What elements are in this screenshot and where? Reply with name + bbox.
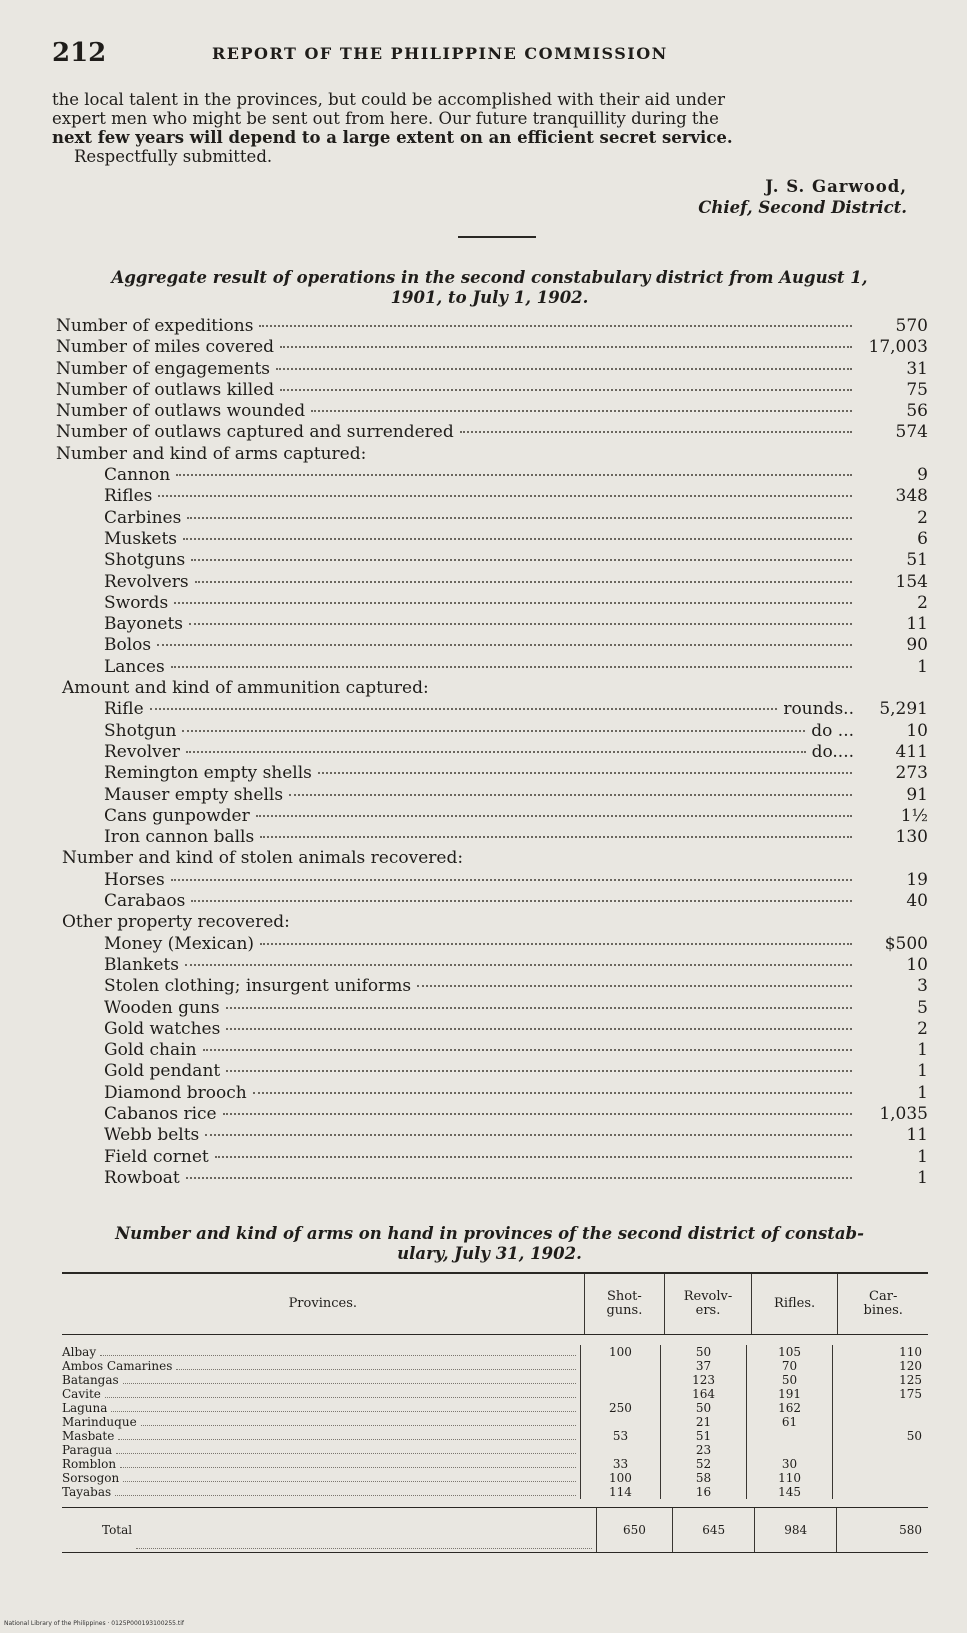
column-header: Rifles. — [751, 1274, 838, 1334]
province-name: Albay — [62, 1345, 97, 1359]
list-item — [56, 359, 928, 380]
item-value: 5,291 — [879, 699, 928, 720]
list-item — [56, 785, 928, 806]
dot-leader — [111, 1398, 576, 1412]
item-label: Muskets — [104, 528, 177, 549]
dot-leader — [174, 602, 852, 604]
list-item — [56, 593, 928, 614]
item-label: Swords — [104, 592, 169, 613]
caption-line: Number and kind of arms on hand in provinces of the second district of constab- — [115, 1224, 864, 1243]
section-heading — [56, 444, 928, 465]
item-label: Diamond brooch — [104, 1082, 247, 1103]
dot-leader — [276, 368, 852, 370]
total-cell: 645 — [672, 1508, 754, 1552]
count-cell: 37 — [660, 1359, 746, 1373]
list-item — [56, 316, 928, 337]
intro-line: next few years will depend to a large extent on an efficient secret service. — [52, 128, 733, 147]
list-item — [56, 657, 928, 678]
province-name: Tayabas — [62, 1485, 112, 1499]
list-item — [56, 1083, 928, 1104]
list-item — [56, 699, 928, 720]
item-label: Bolos — [104, 635, 152, 656]
item-value: 154 — [895, 571, 928, 592]
dot-leader — [417, 985, 852, 987]
item-value: 3 — [917, 976, 928, 997]
list-item — [56, 508, 928, 529]
province-cell — [62, 1485, 580, 1499]
section-heading-label: Number and kind of stolen animals recovered: — [62, 848, 464, 869]
dot-leader — [256, 815, 852, 817]
item-label: Horses — [104, 869, 165, 890]
count-cell: 30 — [746, 1457, 832, 1471]
total-label — [62, 1508, 596, 1552]
column-header: Shot- guns. — [584, 1274, 665, 1334]
item-label: Mauser empty shells — [104, 784, 284, 805]
count-cell: 175 — [832, 1387, 928, 1401]
item-label: Revolver — [104, 741, 180, 762]
item-label: Carbines — [104, 507, 182, 528]
list-item — [56, 998, 928, 1019]
item-label: Revolvers — [104, 571, 189, 592]
count-cell — [832, 1485, 928, 1499]
dot-leader — [253, 1092, 852, 1094]
dot-leader — [187, 517, 852, 519]
item-value: 19 — [906, 869, 928, 890]
item-label: Remington empty shells — [104, 763, 312, 784]
item-label: Blankets — [104, 954, 179, 975]
dot-leader — [185, 964, 852, 966]
list-item — [56, 806, 928, 827]
signer-name: J. S. Garwood, — [765, 177, 907, 196]
column-header: Provinces. — [288, 1296, 358, 1311]
dot-leader — [259, 325, 852, 327]
item-label: Bayonets — [104, 614, 184, 635]
table-body — [62, 1335, 928, 1499]
item-value: 11 — [906, 1125, 928, 1146]
count-cell: 53 — [580, 1429, 660, 1443]
item-value: 1 — [917, 1040, 928, 1061]
dot-leader — [191, 900, 852, 902]
item-label: Shotgun — [104, 720, 177, 741]
count-cell: 125 — [832, 1373, 928, 1387]
item-value: 31 — [906, 358, 928, 379]
item-value: 75 — [906, 379, 928, 400]
list-item — [56, 465, 928, 486]
item-label: Rowboat — [104, 1167, 180, 1188]
list-item — [56, 635, 928, 656]
list-item — [56, 422, 928, 443]
item-value: 348 — [895, 486, 928, 507]
province-name: Cavite — [62, 1387, 101, 1401]
dot-leader — [158, 495, 852, 497]
count-cell: 100 — [580, 1471, 660, 1485]
item-value: 1½ — [900, 805, 928, 826]
scan-footer-note: National Library of the Philippines · 0125P000193100255.tif — [4, 1620, 185, 1627]
item-label: Number of outlaws captured and surrendered — [56, 422, 454, 443]
item-label: Number of expeditions — [56, 316, 254, 336]
list-item — [56, 721, 928, 742]
dot-leader — [223, 1113, 852, 1115]
list-item — [56, 529, 928, 550]
count-cell — [746, 1443, 832, 1457]
count-cell: 50 — [746, 1373, 832, 1387]
intro-line: expert men who might be sent out from here. Our future tranquillity during the — [52, 109, 719, 128]
section-heading-label: Number and kind of arms captured: — [56, 443, 367, 464]
table-row — [62, 1485, 928, 1499]
list-item — [56, 934, 928, 955]
count-cell: 50 — [660, 1345, 746, 1359]
item-label: Rifles — [104, 486, 153, 507]
list-item — [56, 976, 928, 997]
item-value: 411 — [895, 741, 928, 762]
count-cell — [580, 1443, 660, 1457]
dot-leader — [120, 1454, 576, 1468]
list-item — [56, 1125, 928, 1146]
province-name: Marinduque — [62, 1415, 137, 1429]
count-cell: 114 — [580, 1485, 660, 1499]
total-label-text: Total — [102, 1523, 133, 1537]
item-label: Stolen clothing; insurgent uniforms — [104, 976, 412, 997]
count-cell — [746, 1429, 832, 1443]
list-item — [56, 891, 928, 912]
province-name: Paragua — [62, 1443, 113, 1457]
item-value: 51 — [906, 550, 928, 571]
dot-leader — [176, 474, 852, 476]
item-unit: do ... — [811, 720, 854, 741]
page-number: 212 — [52, 38, 107, 68]
dot-leader — [205, 1134, 852, 1136]
column-header: Car- bines. — [837, 1274, 928, 1334]
item-value: 2 — [917, 592, 928, 613]
count-cell: 50 — [832, 1429, 928, 1443]
dot-leader — [105, 1384, 576, 1398]
dot-leader — [171, 666, 852, 668]
dot-leader — [116, 1440, 576, 1454]
item-value: 9 — [917, 465, 928, 486]
item-value: 40 — [906, 891, 928, 912]
count-cell: 58 — [660, 1471, 746, 1485]
item-label: Cabanos rice — [104, 1103, 217, 1124]
item-value: 1 — [917, 1167, 928, 1188]
item-value: 1 — [917, 1146, 928, 1167]
count-cell: 16 — [660, 1485, 746, 1499]
operations-list — [56, 316, 928, 1189]
province-name: Batangas — [62, 1373, 119, 1387]
count-cell — [580, 1415, 660, 1429]
province-name: Romblon — [62, 1457, 117, 1471]
total-cell: 580 — [836, 1508, 928, 1552]
count-cell: 162 — [746, 1401, 832, 1415]
intro-paragraph — [52, 90, 927, 166]
count-cell: 110 — [746, 1471, 832, 1485]
dot-leader — [280, 346, 852, 348]
item-label: Number of outlaws wounded — [56, 401, 306, 422]
dot-leader — [118, 1426, 576, 1440]
item-value: 1 — [917, 1061, 928, 1082]
list-item — [56, 572, 928, 593]
dot-leader — [115, 1482, 576, 1496]
item-value: 17,003 — [868, 337, 928, 358]
count-cell — [832, 1401, 928, 1415]
dot-leader — [176, 1356, 576, 1370]
dot-leader — [318, 772, 852, 774]
count-cell: 52 — [660, 1457, 746, 1471]
count-cell: 145 — [746, 1485, 832, 1499]
intro-line: the local talent in the provinces, but could be accomplished with their aid under — [52, 90, 726, 109]
count-cell: 70 — [746, 1359, 832, 1373]
dot-leader — [189, 623, 852, 625]
item-label: Number of engagements — [56, 358, 271, 379]
total-cell: 984 — [754, 1508, 836, 1552]
count-cell — [832, 1415, 928, 1429]
count-cell — [832, 1443, 928, 1457]
dot-leader — [195, 581, 852, 583]
dot-leader — [182, 730, 805, 732]
item-value: 574 — [895, 422, 928, 443]
item-unit: rounds.. — [783, 699, 854, 720]
dot-leader — [460, 431, 852, 433]
item-value: 91 — [906, 784, 928, 805]
item-label: Money (Mexican) — [104, 933, 255, 954]
province-name: Masbate — [62, 1429, 115, 1443]
dot-leader — [289, 794, 852, 796]
count-cell: 191 — [746, 1387, 832, 1401]
caption-line: Aggregate result of operations in the second constabulary district from August 1, — [111, 268, 868, 287]
item-label: Webb belts — [104, 1125, 200, 1146]
item-value: 1 — [917, 656, 928, 677]
dot-leader — [260, 943, 852, 945]
dot-leader — [150, 708, 778, 710]
province-name: Sorsogon — [62, 1471, 120, 1485]
list-item — [56, 1019, 928, 1040]
count-cell — [580, 1387, 660, 1401]
list-item — [56, 1061, 928, 1082]
count-cell: 33 — [580, 1457, 660, 1471]
total-cell: 650 — [596, 1508, 672, 1552]
item-label: Cannon — [104, 465, 171, 486]
table-caption-operations — [52, 268, 927, 308]
list-item — [56, 1040, 928, 1061]
list-item — [56, 380, 928, 401]
section-heading-label: Amount and kind of ammunition captured: — [62, 678, 429, 699]
item-value: 273 — [895, 763, 928, 784]
table-total-row — [62, 1507, 928, 1553]
province-name: Ambos Camarines — [62, 1359, 173, 1373]
count-cell — [832, 1457, 928, 1471]
count-cell: 120 — [832, 1359, 928, 1373]
count-cell: 51 — [660, 1429, 746, 1443]
dot-leader — [311, 410, 852, 412]
count-cell: 105 — [746, 1345, 832, 1359]
count-cell — [580, 1373, 660, 1387]
section-heading — [56, 848, 928, 869]
item-label: Cans gunpowder — [104, 805, 250, 826]
caption-line: ulary, July 31, 1902. — [397, 1244, 582, 1263]
item-value: 5 — [917, 997, 928, 1018]
item-label: Iron cannon balls — [104, 827, 255, 848]
dot-leader — [141, 1412, 576, 1426]
list-item — [56, 870, 928, 891]
dot-leader — [226, 1070, 852, 1072]
item-label: Lances — [104, 656, 165, 677]
dot-leader — [186, 751, 806, 753]
list-item — [56, 1104, 928, 1125]
item-value: 56 — [906, 401, 928, 422]
list-item — [56, 1147, 928, 1168]
count-cell — [580, 1359, 660, 1373]
list-item — [56, 955, 928, 976]
item-value: 2 — [917, 1018, 928, 1039]
item-label: Number of miles covered — [56, 337, 275, 358]
dot-leader — [100, 1342, 576, 1356]
item-value: $500 — [884, 933, 928, 954]
item-value: 2 — [917, 507, 928, 528]
column-header: Revolv- ers. — [664, 1274, 751, 1334]
count-cell — [832, 1471, 928, 1485]
item-label: Carabaos — [104, 891, 186, 912]
table-caption-arms — [52, 1224, 927, 1264]
arms-on-hand-table — [62, 1272, 928, 1553]
signer-title: Chief, Second District. — [698, 198, 907, 217]
item-value: 1 — [917, 1082, 928, 1103]
closing-line: Respectfully submitted. — [74, 147, 273, 166]
dot-leader — [186, 1177, 852, 1179]
dot-leader — [260, 836, 852, 838]
count-cell: 164 — [660, 1387, 746, 1401]
table-header-row — [62, 1274, 928, 1335]
list-item — [56, 550, 928, 571]
list-item — [56, 827, 928, 848]
count-cell: 100 — [580, 1345, 660, 1359]
province-name: Laguna — [62, 1401, 108, 1415]
dot-leader — [226, 1028, 852, 1030]
list-item — [56, 1168, 928, 1189]
list-item — [56, 337, 928, 358]
dot-leader — [123, 1370, 576, 1384]
item-label: Wooden guns — [104, 997, 220, 1018]
item-value: 570 — [895, 316, 928, 336]
dot-leader — [203, 1049, 852, 1051]
dot-leader — [280, 389, 852, 391]
item-label: Rifle — [104, 699, 144, 720]
dot-leader — [191, 559, 852, 561]
count-cell: 21 — [660, 1415, 746, 1429]
item-value: 1,035 — [879, 1103, 928, 1124]
page-header — [52, 38, 927, 68]
dot-leader — [183, 538, 852, 540]
item-value: 10 — [906, 954, 928, 975]
count-cell: 50 — [660, 1401, 746, 1415]
item-unit: do.... — [811, 741, 854, 762]
item-label: Gold pendant — [104, 1061, 221, 1082]
list-item — [56, 742, 928, 763]
section-heading — [56, 912, 928, 933]
dot-leader — [215, 1156, 852, 1158]
dot-leader — [136, 1505, 592, 1549]
signature-block — [698, 176, 907, 218]
count-cell: 250 — [580, 1401, 660, 1415]
count-cell: 23 — [660, 1443, 746, 1457]
list-item — [56, 763, 928, 784]
section-heading — [56, 678, 928, 699]
dot-leader — [157, 644, 852, 646]
dot-leader — [171, 879, 852, 881]
section-divider — [458, 236, 536, 238]
item-label: Shotguns — [104, 550, 186, 571]
section-heading-label: Other property recovered: — [62, 912, 290, 933]
dot-leader — [226, 1007, 852, 1009]
item-label: Field cornet — [104, 1146, 209, 1167]
item-value: 130 — [895, 827, 928, 848]
item-label: Gold watches — [104, 1018, 221, 1039]
dot-leader — [123, 1468, 576, 1482]
item-label: Number of outlaws killed — [56, 379, 275, 400]
item-label: Gold chain — [104, 1040, 197, 1061]
item-value: 90 — [906, 635, 928, 656]
list-item — [56, 401, 928, 422]
item-value: 11 — [906, 614, 928, 635]
item-value: 6 — [917, 528, 928, 549]
running-head: REPORT OF THE PHILIPPINE COMMISSION — [212, 44, 668, 63]
item-value: 10 — [906, 720, 928, 741]
caption-line: 1901, to July 1, 1902. — [390, 288, 589, 307]
count-cell: 61 — [746, 1415, 832, 1429]
list-item — [56, 486, 928, 507]
list-item — [56, 614, 928, 635]
count-cell: 123 — [660, 1373, 746, 1387]
count-cell: 110 — [832, 1345, 928, 1359]
